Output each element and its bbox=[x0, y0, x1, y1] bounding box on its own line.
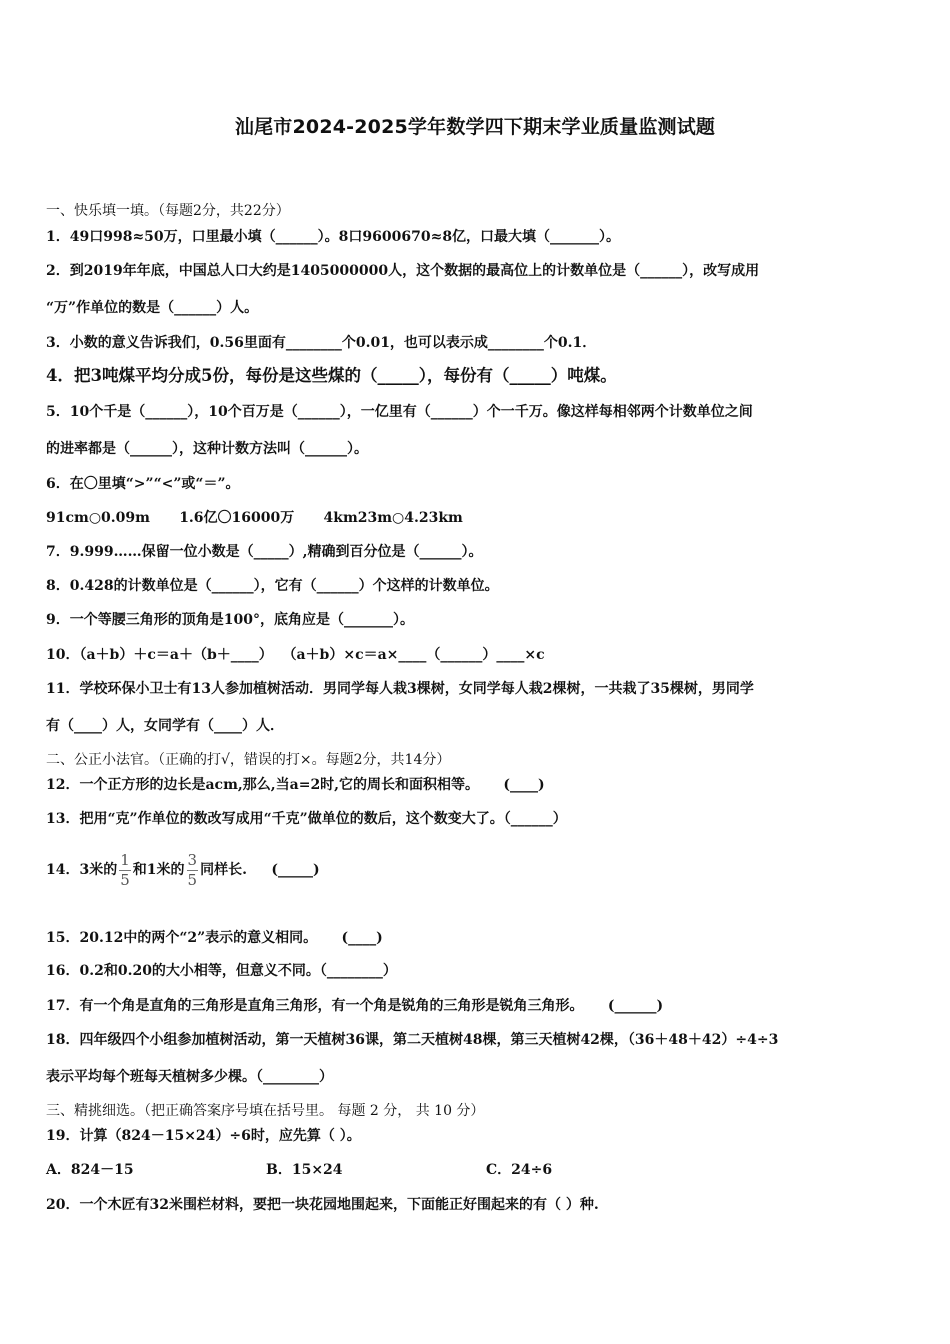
fraction-denominator: 5 bbox=[120, 870, 130, 889]
section-2-heading: 二、公正小法官。（正确的打√，错误的打×。每题2分，共14分） bbox=[46, 752, 451, 768]
question-6-line-2: 91cm○0.09m 1.6亿〇16000万 4km23m○4.23km bbox=[46, 510, 463, 526]
fraction-numerator: 1 bbox=[120, 850, 130, 869]
page-title: 汕尾市2024-2025学年数学四下期末学业质量监测试题 bbox=[234, 116, 716, 138]
question-19-options bbox=[46, 1160, 552, 1180]
fraction-numerator: 3 bbox=[187, 850, 198, 869]
question-3: 3．小数的意义告诉我们，0.56里面有________个0.01，也可以表示成________个0.1． bbox=[46, 335, 597, 351]
question-2-line-1: 2．到2019年年底，中国总人口大约是1405000000人，这个数据的最高位上的计数单位是（______），改写成用 bbox=[46, 263, 760, 279]
option-b: B．15×24 bbox=[266, 1162, 343, 1178]
question-4: 4．把3吨煤平均分成5份，每份是这些煤的（_____），每份有（_____）吨煤。 bbox=[46, 366, 617, 385]
question-5-line-1: 5．10个千是（______），10个百万是（______），一亿里有（______）个一千万。像这样每相邻两个计数单位之间 bbox=[46, 404, 753, 420]
question-18-line-1: 18．四年级四个小组参加植树活动，第一天植树36课，第二天植树48棵，第三天植树42棵，（36＋48＋42）÷4÷3 bbox=[46, 1032, 779, 1048]
question-14-middle: 和1米的 bbox=[132, 862, 185, 878]
question-9: 9．一个等腰三角形的顶角是100°，底角应是（_______）。 bbox=[46, 612, 414, 628]
question-2-line-2: “万”作单位的数是（______）人。 bbox=[46, 300, 259, 316]
question-7: 7．9.999……保留一位小数是（_____）,精确到百分位是（______）。 bbox=[46, 544, 483, 560]
option-c: C．24÷6 bbox=[486, 1162, 553, 1178]
question-15: 15．20.12中的两个“2”表示的意义相同。 (____) bbox=[46, 930, 383, 946]
question-11-line-2: 有（____）人，女同学有（____）人． bbox=[46, 718, 284, 734]
fraction-denominator: 5 bbox=[187, 870, 198, 889]
question-14-prefix: 14．3米的 bbox=[46, 862, 118, 878]
question-6-line-1: 6．在〇里填“>”“<”或“＝”。 bbox=[46, 476, 240, 492]
fraction-three-fifths bbox=[187, 850, 199, 889]
question-18-line-2: 表示平均每个班每天植树多少棵。（________） bbox=[46, 1069, 333, 1085]
question-19: 19．计算（824－15×24）÷6时，应先算（ ）。 bbox=[46, 1128, 361, 1144]
option-a: A．824－15 bbox=[46, 1162, 134, 1178]
question-11-line-1: 11．学校环保小卫士有13人参加植树活动．男同学每人栽3棵树，女同学每人栽2棵树，一共栽了35棵树，男同学 bbox=[46, 681, 754, 697]
question-20: 20．一个木匠有32米围栏材料，要把一块花园地围起来，下面能正好围起来的有（ ）种. bbox=[46, 1197, 599, 1213]
question-12: 12．一个正方形的边长是acm,那么,当a=2时,它的周长和面积相等。 (____) bbox=[46, 777, 545, 793]
question-17: 17．有一个角是直角的三角形是直角三角形，有一个角是锐角的三角形是锐角三角形。 (______) bbox=[46, 998, 664, 1014]
question-14 bbox=[46, 845, 320, 895]
section-1-heading: 一、快乐填一填。（每题2分，共22分） bbox=[46, 203, 290, 219]
question-13: 13．把用“克”作单位的数改写成用“千克”做单位的数后，这个数变大了。（______） bbox=[46, 811, 567, 827]
question-8: 8．0.428的计数单位是（______），它有（______）个这样的计数单位。 bbox=[46, 578, 499, 594]
fraction-one-fifth bbox=[119, 850, 131, 889]
section-3-heading: 三、精挑细选。（把正确答案序号填在括号里。 每题 2 分， 共 10 分） bbox=[46, 1103, 485, 1119]
question-1: 1．49口998≈50万，口里最小填（______）。8口9600670≈8亿，口最大填（_______）。 bbox=[46, 229, 621, 245]
question-5-line-2: 的进率都是（______），这种计数方法叫（______）。 bbox=[46, 441, 368, 457]
question-16: 16．0.2和0.20的大小相等，但意义不同。（________） bbox=[46, 963, 397, 979]
question-10: 10．（a＋b）＋c＝a＋（b＋____） （a＋b）×c＝a×____（______）____×c bbox=[46, 647, 545, 663]
question-14-suffix: 同样长. (_____) bbox=[200, 862, 320, 878]
